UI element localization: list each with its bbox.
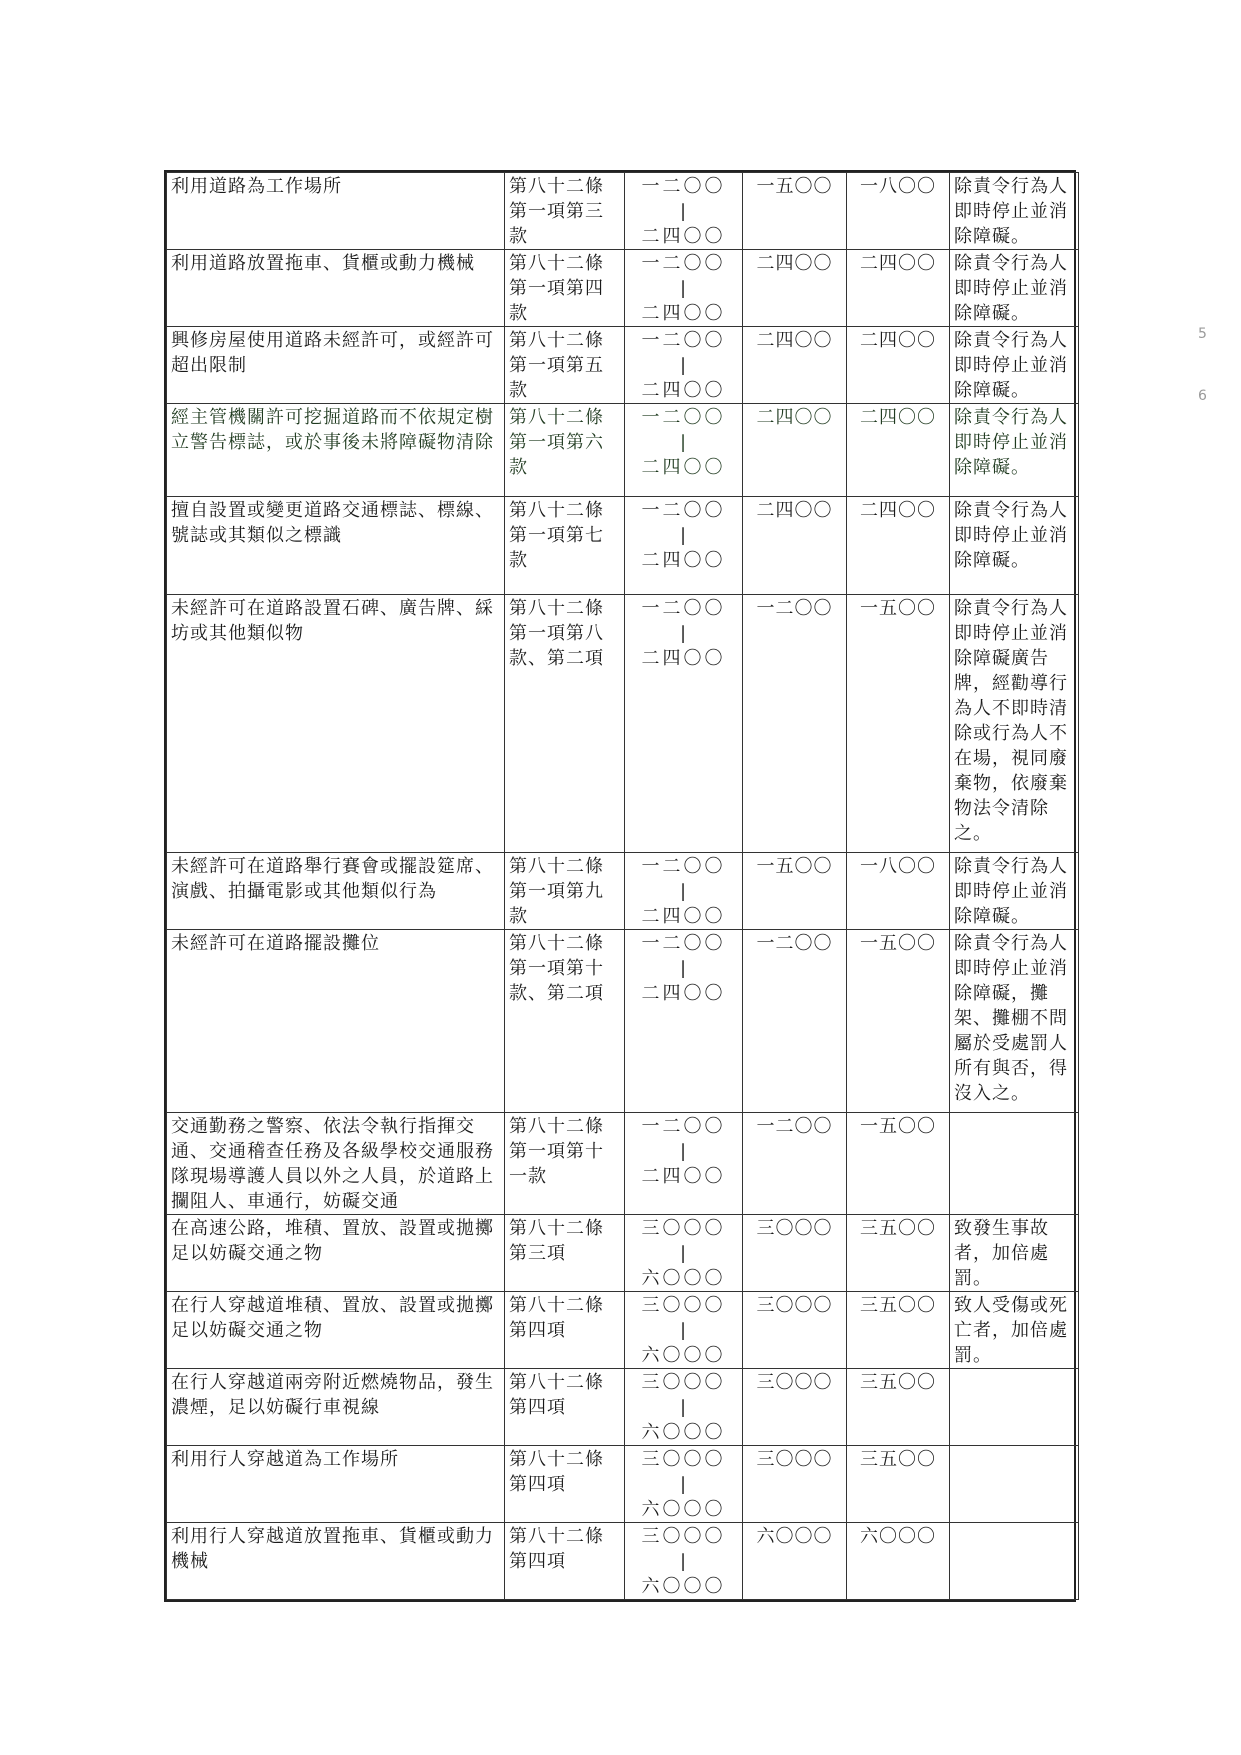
fine-amount-a-cell: 六〇〇〇	[743, 1523, 847, 1600]
penalty-table-page	[164, 170, 1076, 1602]
fine-amount-a-cell: 一二〇〇	[743, 1113, 847, 1215]
fine-amount-a-cell: 二四〇〇	[743, 250, 847, 327]
remark-cell: 除責令行為人即時停止並消除障礙。	[950, 327, 1079, 404]
table-row	[167, 1113, 1079, 1215]
law-article-cell: 第八十二條第一項第三款	[505, 173, 625, 250]
fine-range-cell	[625, 497, 743, 595]
fine-range-cell	[625, 250, 743, 327]
remark-cell	[950, 1113, 1079, 1215]
table-row	[167, 930, 1079, 1113]
fine-amount-b-cell: 三五〇〇	[847, 1215, 950, 1292]
fine-range-to: 二四〇〇	[641, 550, 726, 571]
fine-range-separator: |	[679, 881, 688, 902]
fine-range-from: 一二〇〇	[641, 407, 726, 428]
table-row	[167, 1292, 1079, 1369]
penalty-table-body	[167, 173, 1079, 1600]
remark-cell: 除責令行為人即時停止並消除障礙，攤架、攤棚不問屬於受處罰人所有與否，得沒入之。	[950, 930, 1079, 1113]
fine-range-to: 二四〇〇	[641, 226, 726, 247]
fine-range-cell	[625, 853, 743, 930]
remark-cell	[950, 1369, 1079, 1446]
remark-cell: 致發生事故者，加倍處罰。	[950, 1215, 1079, 1292]
remark-cell: 除責令行為人即時停止並消除障礙。	[950, 404, 1079, 497]
fine-range-from: 三〇〇〇	[641, 1372, 726, 1393]
fine-amount-a-cell: 三〇〇〇	[743, 1446, 847, 1523]
fine-amount-a-cell: 一二〇〇	[743, 595, 847, 853]
fine-range-separator: |	[679, 1243, 688, 1264]
fine-range-cell	[625, 173, 743, 250]
table-row	[167, 1215, 1079, 1292]
violation-cell: 興修房屋使用道路未經許可，或經許可超出限制	[167, 327, 505, 404]
fine-range-separator: |	[679, 1551, 688, 1572]
fine-range-separator: |	[679, 355, 688, 376]
violation-cell: 未經許可在道路擺設攤位	[167, 930, 505, 1113]
fine-amount-a-cell: 三〇〇〇	[743, 1292, 847, 1369]
violation-cell: 未經許可在道路設置石碑、廣告牌、綵坊或其他類似物	[167, 595, 505, 853]
fine-range-separator: |	[679, 958, 688, 979]
fine-range-cell	[625, 930, 743, 1113]
fine-range-to: 二四〇〇	[641, 983, 726, 1004]
law-article-cell: 第八十二條第四項	[505, 1446, 625, 1523]
law-article-cell: 第八十二條第一項第八款、第二項	[505, 595, 625, 853]
fine-range-from: 一二〇〇	[641, 500, 726, 521]
fine-range-to: 二四〇〇	[641, 1166, 726, 1187]
fine-amount-a-cell: 三〇〇〇	[743, 1215, 847, 1292]
law-article-cell: 第八十二條第四項	[505, 1292, 625, 1369]
fine-range-separator: |	[679, 1397, 688, 1418]
violation-cell: 經主管機關許可挖掘道路而不依規定樹立警告標誌，或於事後未將障礙物清除	[167, 404, 505, 497]
remark-cell: 除責令行為人即時停止並消除障礙。	[950, 250, 1079, 327]
fine-amount-b-cell: 一五〇〇	[847, 1113, 950, 1215]
remark-cell: 除責令行為人即時停止並消除障礙。	[950, 497, 1079, 595]
violation-cell: 在行人穿越道堆積、置放、設置或拋擲足以妨礙交通之物	[167, 1292, 505, 1369]
violation-cell: 擅自設置或變更道路交通標誌、標線、號誌或其類似之標識	[167, 497, 505, 595]
fine-range-to: 二四〇〇	[641, 906, 726, 927]
fine-range-cell	[625, 1523, 743, 1600]
fine-amount-b-cell: 二四〇〇	[847, 404, 950, 497]
table-row	[167, 250, 1079, 327]
fine-range-cell	[625, 327, 743, 404]
margin-mark-5: 5	[1198, 326, 1207, 342]
fine-range-to: 二四〇〇	[641, 303, 726, 324]
violation-cell: 在高速公路，堆積、置放、設置或拋擲足以妨礙交通之物	[167, 1215, 505, 1292]
law-article-cell: 第八十二條第一項第四款	[505, 250, 625, 327]
violation-cell: 利用道路為工作場所	[167, 173, 505, 250]
violation-cell: 利用行人穿越道放置拖車、貨櫃或動力機械	[167, 1523, 505, 1600]
law-article-cell: 第八十二條第一項第七款	[505, 497, 625, 595]
fine-amount-b-cell: 二四〇〇	[847, 327, 950, 404]
law-article-cell: 第八十二條第一項第六款	[505, 404, 625, 497]
fine-range-cell	[625, 595, 743, 853]
remark-cell: 致人受傷或死亡者，加倍處罰。	[950, 1292, 1079, 1369]
fine-range-separator: |	[679, 1141, 688, 1162]
fine-range-from: 一二〇〇	[641, 253, 726, 274]
table-row	[167, 173, 1079, 250]
fine-range-cell	[625, 1215, 743, 1292]
fine-range-from: 一二〇〇	[641, 933, 726, 954]
fine-range-separator: |	[679, 623, 688, 644]
fine-amount-b-cell: 三五〇〇	[847, 1369, 950, 1446]
remark-cell	[950, 1446, 1079, 1523]
remark-cell	[950, 1523, 1079, 1600]
fine-range-cell	[625, 404, 743, 497]
table-row	[167, 404, 1079, 497]
table-row	[167, 853, 1079, 930]
fine-amount-b-cell: 二四〇〇	[847, 497, 950, 595]
remark-cell: 除責令行為人即時停止並消除障礙廣告牌，經勸導行為人不即時清除或行為人不在場，視同廢棄物，依廢棄物法令清除之。	[950, 595, 1079, 853]
fine-amount-b-cell: 一八〇〇	[847, 173, 950, 250]
fine-amount-b-cell: 六〇〇〇	[847, 1523, 950, 1600]
violation-cell: 未經許可在道路舉行賽會或擺設筵席、演戲、拍攝電影或其他類似行為	[167, 853, 505, 930]
fine-amount-a-cell: 一五〇〇	[743, 173, 847, 250]
law-article-cell: 第八十二條第四項	[505, 1369, 625, 1446]
violation-cell: 交通勤務之警察、依法令執行指揮交通、交通稽查任務及各級學校交通服務隊現場導護人員以外之人員，於道路上攔阻人、車通行，妨礙交通	[167, 1113, 505, 1215]
fine-range-cell	[625, 1113, 743, 1215]
fine-range-from: 三〇〇〇	[641, 1449, 726, 1470]
fine-range-from: 三〇〇〇	[641, 1526, 726, 1547]
fine-amount-a-cell: 二四〇〇	[743, 497, 847, 595]
law-article-cell: 第八十二條第三項	[505, 1215, 625, 1292]
fine-range-cell	[625, 1292, 743, 1369]
fine-range-separator: |	[679, 201, 688, 222]
fine-amount-a-cell: 二四〇〇	[743, 327, 847, 404]
margin-mark-6: 6	[1198, 388, 1207, 404]
fine-range-from: 一二〇〇	[641, 598, 726, 619]
violation-cell: 在行人穿越道兩旁附近燃燒物品，發生濃煙，足以妨礙行車視線	[167, 1369, 505, 1446]
table-row	[167, 497, 1079, 595]
fine-range-to: 六〇〇〇	[641, 1345, 726, 1366]
fine-range-to: 六〇〇〇	[641, 1422, 726, 1443]
table-row	[167, 327, 1079, 404]
fine-amount-b-cell: 一八〇〇	[847, 853, 950, 930]
table-row	[167, 595, 1079, 853]
law-article-cell: 第八十二條第一項第九款	[505, 853, 625, 930]
table-row	[167, 1523, 1079, 1600]
fine-range-from: 一二〇〇	[641, 856, 726, 877]
fine-range-from: 三〇〇〇	[641, 1295, 726, 1316]
remark-cell: 除責令行為人即時停止並消除障礙。	[950, 173, 1079, 250]
fine-amount-b-cell: 一五〇〇	[847, 930, 950, 1113]
fine-range-to: 六〇〇〇	[641, 1499, 726, 1520]
fine-amount-b-cell: 三五〇〇	[847, 1446, 950, 1523]
fine-range-cell	[625, 1369, 743, 1446]
remark-cell: 除責令行為人即時停止並消除障礙。	[950, 853, 1079, 930]
law-article-cell: 第八十二條第一項第十款、第二項	[505, 930, 625, 1113]
law-article-cell: 第八十二條第一項第十一款	[505, 1113, 625, 1215]
table-row	[167, 1446, 1079, 1523]
fine-range-to: 二四〇〇	[641, 380, 726, 401]
fine-range-separator: |	[679, 432, 688, 453]
penalty-table	[166, 172, 1079, 1600]
fine-range-from: 一二〇〇	[641, 176, 726, 197]
fine-range-to: 六〇〇〇	[641, 1576, 726, 1597]
fine-range-from: 一二〇〇	[641, 1116, 726, 1137]
fine-range-separator: |	[679, 278, 688, 299]
fine-amount-a-cell: 三〇〇〇	[743, 1369, 847, 1446]
fine-range-separator: |	[679, 1320, 688, 1341]
fine-range-from: 一二〇〇	[641, 330, 726, 351]
violation-cell: 利用行人穿越道為工作場所	[167, 1446, 505, 1523]
fine-range-to: 二四〇〇	[641, 457, 726, 478]
fine-amount-a-cell: 二四〇〇	[743, 404, 847, 497]
law-article-cell: 第八十二條第四項	[505, 1523, 625, 1600]
fine-range-separator: |	[679, 525, 688, 546]
fine-amount-b-cell: 二四〇〇	[847, 250, 950, 327]
fine-amount-b-cell: 三五〇〇	[847, 1292, 950, 1369]
fine-range-cell	[625, 1446, 743, 1523]
fine-amount-a-cell: 一二〇〇	[743, 930, 847, 1113]
fine-range-to: 六〇〇〇	[641, 1268, 726, 1289]
fine-amount-b-cell: 一五〇〇	[847, 595, 950, 853]
fine-range-from: 三〇〇〇	[641, 1218, 726, 1239]
fine-range-separator: |	[679, 1474, 688, 1495]
violation-cell: 利用道路放置拖車、貨櫃或動力機械	[167, 250, 505, 327]
fine-amount-a-cell: 一五〇〇	[743, 853, 847, 930]
fine-range-to: 二四〇〇	[641, 648, 726, 669]
table-row	[167, 1369, 1079, 1446]
law-article-cell: 第八十二條第一項第五款	[505, 327, 625, 404]
